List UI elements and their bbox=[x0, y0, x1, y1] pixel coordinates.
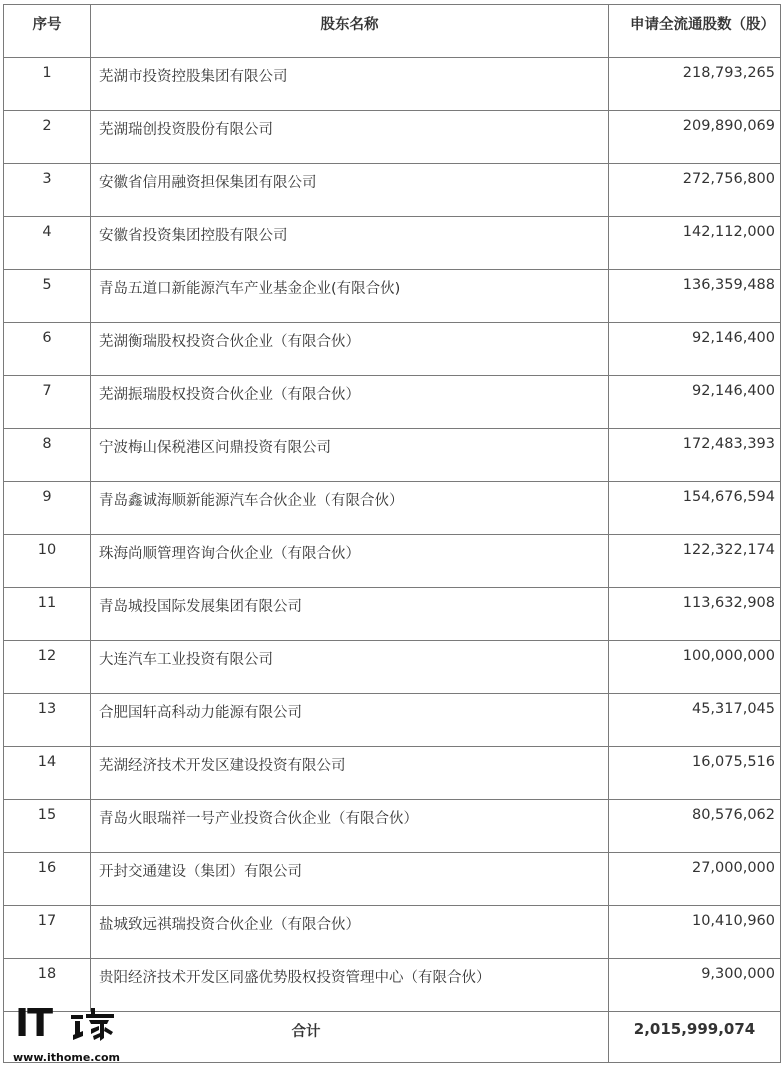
row-name: 贵阳经济技术开发区同盛优势股权投资管理中心（有限合伙） bbox=[91, 959, 609, 1012]
row-no: 16 bbox=[4, 853, 91, 906]
ithome-watermark bbox=[9, 1003, 119, 1069]
row-shares: 92,146,400 bbox=[609, 376, 781, 429]
row-name: 芜湖衡瑞股权投资合伙企业（有限合伙） bbox=[91, 323, 609, 376]
table-row bbox=[4, 270, 781, 323]
table-row bbox=[4, 959, 781, 1012]
row-name: 盐城致远祺瑞投资合伙企业（有限合伙） bbox=[91, 906, 609, 959]
table-row bbox=[4, 482, 781, 535]
table-row bbox=[4, 111, 781, 164]
row-shares: 100,000,000 bbox=[609, 641, 781, 694]
row-name: 青岛城投国际发展集团有限公司 bbox=[91, 588, 609, 641]
header-no: 序号 bbox=[4, 5, 91, 58]
row-name: 青岛鑫诚海顺新能源汽车合伙企业（有限合伙） bbox=[91, 482, 609, 535]
row-no: 5 bbox=[4, 270, 91, 323]
row-name: 宁波梅山保税港区问鼎投资有限公司 bbox=[91, 429, 609, 482]
row-no: 14 bbox=[4, 747, 91, 800]
table-row bbox=[4, 217, 781, 270]
table-row bbox=[4, 376, 781, 429]
table-total-row bbox=[4, 1012, 781, 1063]
row-shares: 80,576,062 bbox=[609, 800, 781, 853]
row-shares: 10,410,960 bbox=[609, 906, 781, 959]
row-no: 4 bbox=[4, 217, 91, 270]
row-name: 青岛火眼瑞祥一号产业投资合伙企业（有限合伙） bbox=[91, 800, 609, 853]
row-no: 7 bbox=[4, 376, 91, 429]
watermark-url: www.ithome.com bbox=[13, 1051, 121, 1064]
table-row bbox=[4, 588, 781, 641]
row-no: 15 bbox=[4, 800, 91, 853]
row-no: 2 bbox=[4, 111, 91, 164]
row-no: 6 bbox=[4, 323, 91, 376]
row-shares: 272,756,800 bbox=[609, 164, 781, 217]
row-name: 芜湖振瑞股权投资合伙企业（有限合伙） bbox=[91, 376, 609, 429]
row-no: 3 bbox=[4, 164, 91, 217]
row-no: 17 bbox=[4, 906, 91, 959]
row-no: 9 bbox=[4, 482, 91, 535]
row-shares: 92,146,400 bbox=[609, 323, 781, 376]
row-shares: 172,483,393 bbox=[609, 429, 781, 482]
table-row bbox=[4, 694, 781, 747]
table-row bbox=[4, 535, 781, 588]
row-name: 青岛五道口新能源汽车产业基金企业(有限合伙) bbox=[91, 270, 609, 323]
row-shares: 209,890,069 bbox=[609, 111, 781, 164]
header-name: 股东名称 bbox=[91, 5, 609, 58]
table-header-row bbox=[4, 5, 781, 58]
row-no: 18 bbox=[4, 959, 91, 1012]
row-name: 芜湖市投资控股集团有限公司 bbox=[91, 58, 609, 111]
table-row bbox=[4, 641, 781, 694]
row-shares: 122,322,174 bbox=[609, 535, 781, 588]
watermark-logo-mark-icon bbox=[69, 1005, 117, 1043]
table-row bbox=[4, 906, 781, 959]
row-no: 1 bbox=[4, 58, 91, 111]
row-no: 11 bbox=[4, 588, 91, 641]
row-shares: 154,676,594 bbox=[609, 482, 781, 535]
table-row bbox=[4, 323, 781, 376]
row-name: 安徽省投资集团控股有限公司 bbox=[91, 217, 609, 270]
row-shares: 218,793,265 bbox=[609, 58, 781, 111]
row-shares: 136,359,488 bbox=[609, 270, 781, 323]
row-shares: 16,075,516 bbox=[609, 747, 781, 800]
row-name: 芜湖瑞创投资股份有限公司 bbox=[91, 111, 609, 164]
row-name: 合肥国轩高科动力能源有限公司 bbox=[91, 694, 609, 747]
row-no: 10 bbox=[4, 535, 91, 588]
shareholder-table bbox=[3, 4, 781, 1063]
table-row bbox=[4, 58, 781, 111]
total-label: 合计 bbox=[4, 1012, 609, 1063]
header-shares: 申请全流通股数（股） bbox=[609, 5, 781, 58]
row-name: 珠海尚顺管理咨询合伙企业（有限合伙） bbox=[91, 535, 609, 588]
table-row bbox=[4, 853, 781, 906]
total-shares: 2,015,999,074 bbox=[609, 1012, 781, 1063]
row-name: 芜湖经济技术开发区建设投资有限公司 bbox=[91, 747, 609, 800]
row-name: 开封交通建设（集团）有限公司 bbox=[91, 853, 609, 906]
row-shares: 113,632,908 bbox=[609, 588, 781, 641]
row-name: 安徽省信用融资担保集团有限公司 bbox=[91, 164, 609, 217]
row-no: 8 bbox=[4, 429, 91, 482]
row-shares: 27,000,000 bbox=[609, 853, 781, 906]
row-shares: 9,300,000 bbox=[609, 959, 781, 1012]
row-no: 13 bbox=[4, 694, 91, 747]
table-row bbox=[4, 747, 781, 800]
row-shares: 45,317,045 bbox=[609, 694, 781, 747]
row-no: 12 bbox=[4, 641, 91, 694]
table-row bbox=[4, 164, 781, 217]
row-name: 大连汽车工业投资有限公司 bbox=[91, 641, 609, 694]
table-row bbox=[4, 429, 781, 482]
watermark-logo: IT bbox=[15, 1001, 52, 1045]
table-row bbox=[4, 800, 781, 853]
row-shares: 142,112,000 bbox=[609, 217, 781, 270]
